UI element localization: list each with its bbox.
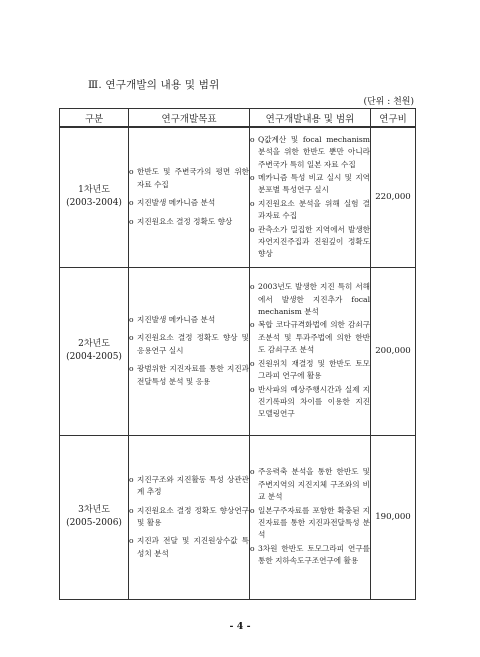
year-label: 2차년도 <box>78 339 110 349</box>
bullet-icon: ο <box>250 320 255 330</box>
content-item-text: 2003년도 발생한 지진 특히 서해에서 발생한 지진추가 focal mechanism 분석 <box>258 282 370 317</box>
bullet-icon: ο <box>250 134 255 144</box>
year-label: 1차년도 <box>78 185 110 196</box>
goals-cell <box>129 127 250 267</box>
content-item <box>250 543 370 568</box>
content-item <box>250 384 370 421</box>
research-plan-table <box>59 108 416 600</box>
goal-item <box>129 535 249 560</box>
year-label: 3차년도 <box>78 505 110 515</box>
content-item-text: 지진원요소 분석을 위해 실험 결과자료 수집 <box>258 198 370 221</box>
bullet-icon: ο <box>250 505 255 515</box>
content-item <box>250 172 370 197</box>
year-period: (2005-2006) <box>66 518 122 528</box>
content-item-text: 진원위치 재결정 및 한반도 토모그라피 연구에 활용 <box>258 358 370 381</box>
budget-cell: 220,000 <box>371 127 416 267</box>
bullet-icon: ο <box>250 358 255 368</box>
section-heading: Ⅲ. 연구개발의 내용 및 범위 <box>88 79 220 91</box>
bullet-icon: ο <box>250 172 255 182</box>
goal-item <box>129 505 249 530</box>
goals-cell <box>129 267 250 435</box>
bullet-icon: ο <box>250 384 255 394</box>
bullet-icon: ο <box>129 505 134 515</box>
content-item-text: 관측소가 밀집한 지역에서 발생한 자연지진주집과 진원깊이 정확도 향상 <box>258 224 370 259</box>
budget-cell: 200,000 <box>371 267 416 435</box>
year-cell <box>60 267 129 435</box>
contents-cell <box>250 267 371 435</box>
content-item <box>250 281 370 318</box>
content-item <box>250 134 370 171</box>
goals-cell <box>129 435 250 599</box>
year-cell <box>60 435 129 599</box>
table-header-row <box>60 109 416 128</box>
bullet-icon: ο <box>129 167 134 177</box>
year-cell <box>60 127 129 267</box>
content-item-text: 일본구주자료를 포함한 확충된 지진자료를 통한 지진과전달특성 분석 <box>258 505 370 540</box>
goal-item <box>129 474 249 499</box>
bullet-icon: ο <box>129 536 134 546</box>
contents-cell <box>250 127 371 267</box>
year-period: (2003-2004) <box>66 198 122 209</box>
bullet-icon: ο <box>129 314 134 324</box>
goal-item <box>129 363 249 388</box>
goal-item <box>129 332 249 357</box>
bullet-icon: ο <box>250 224 255 234</box>
goal-item-text: 지진원요소 결정 정확도 향상연구 및 활용 <box>137 505 249 527</box>
table-row <box>60 127 416 267</box>
goal-item-text: 지진발생 메카니즘 분석 <box>137 314 216 324</box>
content-item-text: Q값계산 및 focal mechanism 분석을 위한 한반도 뿐만 아니라 주변국가 특히 일본 자료 수집 <box>258 134 370 169</box>
bullet-icon: ο <box>250 467 255 477</box>
content-item <box>250 224 370 261</box>
table-row <box>60 435 416 599</box>
bullet-icon: ο <box>129 198 134 208</box>
bullet-icon: ο <box>129 364 134 374</box>
content-item <box>250 198 370 223</box>
content-item-text: 3차원 한반도 토모그라피 연구를 통한 지하속도구조연구에 활용 <box>258 543 370 566</box>
header-contents: 연구개발내용 및 범위 <box>250 109 371 128</box>
goal-item <box>129 314 249 326</box>
goal-item-text: 지진원요소 결정 정확도 향상 및 응용연구 실시 <box>137 333 249 355</box>
goal-item-text: 지진과 전달 및 지진원상수값 특성치 분석 <box>137 536 249 558</box>
goal-item <box>129 216 249 228</box>
table-body <box>60 127 416 599</box>
bullet-icon: ο <box>250 543 255 553</box>
goal-item <box>129 166 249 191</box>
page-number: - 4 - <box>229 621 251 632</box>
bullet-icon: ο <box>129 333 134 343</box>
header-category: 구분 <box>60 109 129 128</box>
contents-cell <box>250 435 371 599</box>
content-item-text: 복합 코다규격화법에 의한 감쇠구조분석 및 투과주법에 의한 한반도 감쇠구조 분석 <box>258 320 370 355</box>
content-item-text: 주응력축 분석을 통한 한반도 및 주변지역의 지진지체 구조와의 비교 분석 <box>258 467 370 502</box>
bullet-icon: ο <box>129 474 134 484</box>
goal-item-text: 광범위한 지진자료를 통한 지진과 전달특성 분석 및 응용 <box>137 364 249 386</box>
content-item <box>250 505 370 542</box>
content-item <box>250 466 370 503</box>
bullet-icon: ο <box>250 282 255 292</box>
header-budget: 연구비 <box>371 109 416 128</box>
bullet-icon: ο <box>250 198 255 208</box>
goal-item <box>129 197 249 209</box>
content-item-text: 반사파의 예상주행시간과 실제 지진기록파의 차이를 이용한 지진 모델링연구 <box>258 384 370 419</box>
content-item <box>250 319 370 356</box>
goal-item-text: 지진구조와 지진활동 특성 상관관계 추정 <box>137 474 249 497</box>
table-row <box>60 267 416 435</box>
header-goals: 연구개발목표 <box>129 109 250 128</box>
year-period: (2004-2005) <box>66 352 122 362</box>
unit-note: (단위 : 천원) <box>363 97 414 107</box>
content-item-text: 메카니즘 특성 비교 실시 및 지역분포별 특성연구 실시 <box>258 172 370 195</box>
goal-item-text: 지진원요소 결정 정확도 향상 <box>137 216 233 226</box>
bullet-icon: ο <box>129 216 134 226</box>
content-item <box>250 358 370 383</box>
goal-item-text: 한반도 및 주변국가의 평면 위한 자료 수집 <box>137 167 249 189</box>
goal-item-text: 지진발생 메카니즘 분석 <box>137 198 216 208</box>
budget-cell: 190,000 <box>371 435 416 599</box>
